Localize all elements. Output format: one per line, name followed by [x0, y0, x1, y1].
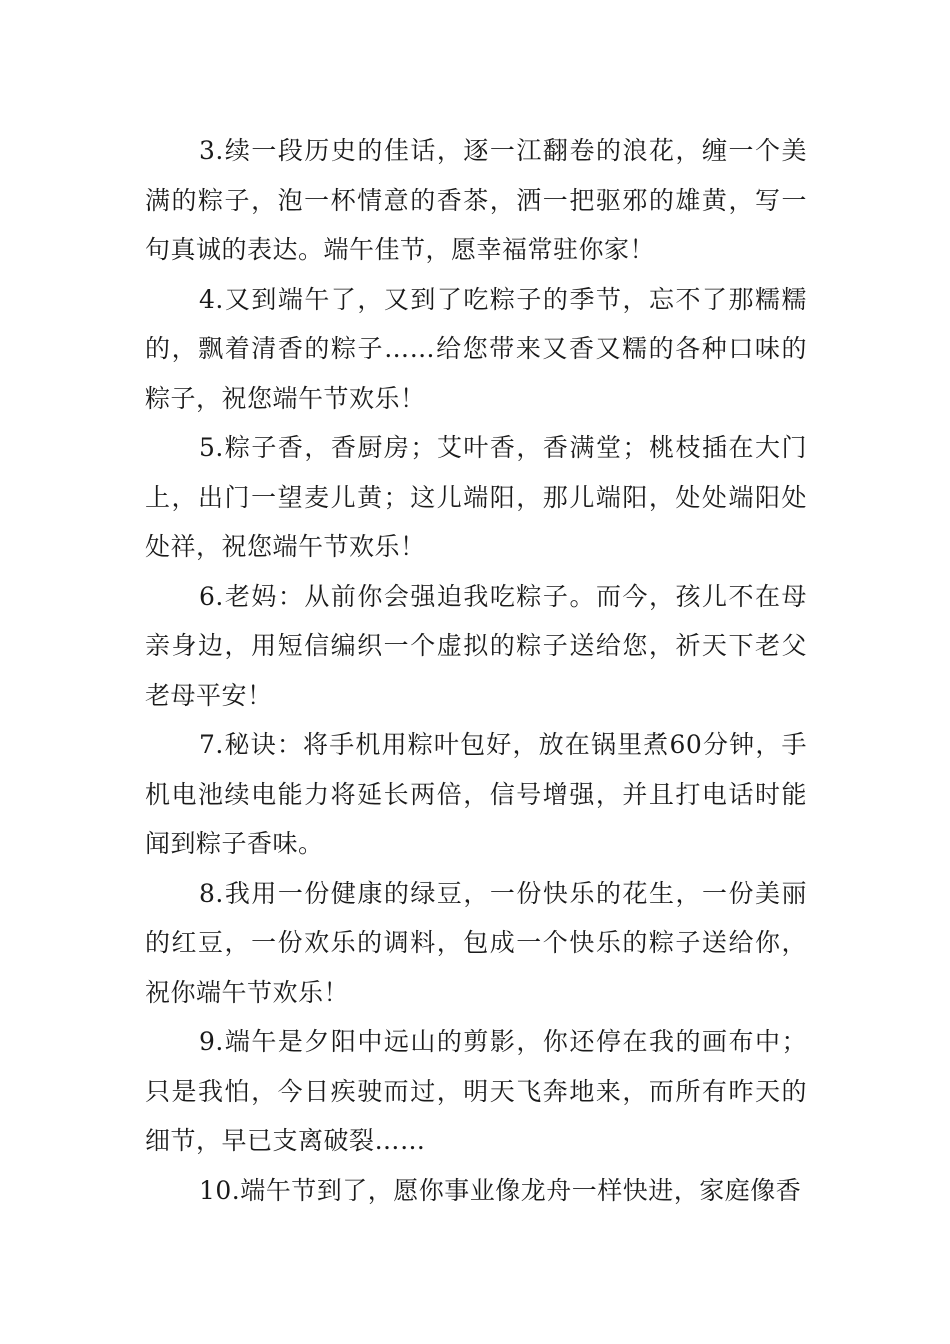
paragraph-3: 3.续一段历史的佳话，逐一江翻卷的浪花，缠一个美满的粽子，泡一杯情意的香茶，洒一把驱邪的雄黄，写一句真诚的表达。端午佳节，愿幸福常驻你家！: [145, 136, 807, 264]
paragraph-7: 7.秘诀：将手机用粽叶包好，放在锅里煮60分钟，手机电池续电能力将延长两倍，信号增强，并且打电话时能闻到粽子香味。: [145, 730, 807, 858]
paragraph-10: 10.端午节到了，愿你事业像龙舟一样快进，家庭像香: [199, 1175, 802, 1205]
document-body: [145, 126, 807, 1215]
paragraph-6: 6.老妈：从前你会强迫我吃粽子。而今，孩儿不在母亲身边，用短信编织一个虚拟的粽子送给您，祈天下老父老母平安！: [145, 581, 807, 710]
paragraph-5: 5.粽子香，香厨房；艾叶香，香满堂；桃枝插在大门上，出门一望麦儿黄；这儿端阳，那儿端阳，处处端阳处处祥，祝您端午节欢乐！: [145, 433, 807, 561]
paragraph-4: 4.又到端午了，又到了吃粽子的季节，忘不了那糯糯的，飘着清香的粽子……给您带来又香又糯的各种口味的粽子，祝您端午节欢乐！: [145, 284, 807, 413]
paragraph-8: 8.我用一份健康的绿豆，一份快乐的花生，一份美丽的红豆，一份欢乐的调料，包成一个快乐的粽子送给你，祝你端午节欢乐！: [145, 878, 807, 1007]
paragraph-9: 9.端午是夕阳中远山的剪影，你还停在我的画布中；只是我怕，今日疾驶而过，明天飞奔地来，而所有昨天的细节，早已支离破裂……: [145, 1027, 807, 1155]
